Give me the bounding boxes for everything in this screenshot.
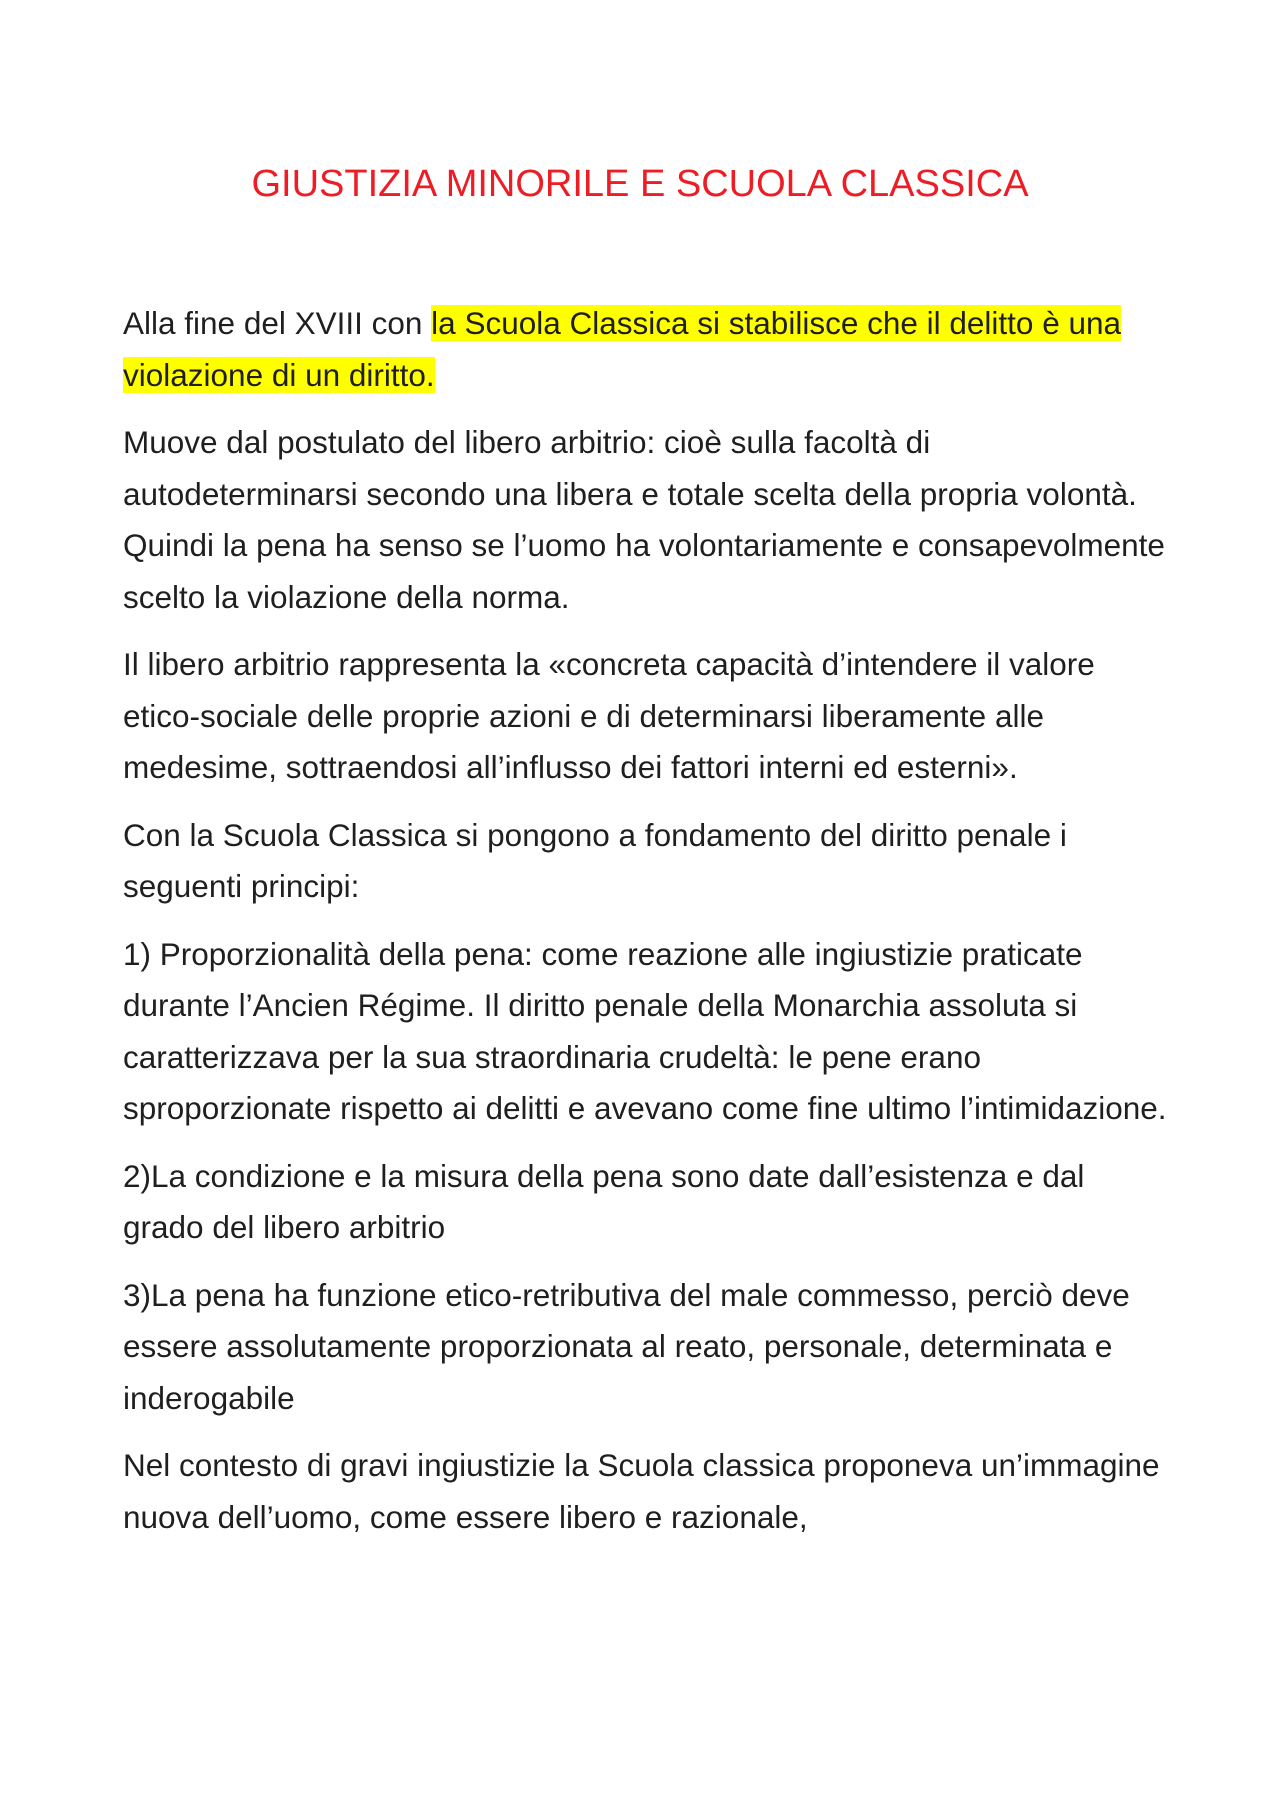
highlighted-text: la Scuola Classica si stabilisce che il delitto è una violazione di un diritto. xyxy=(123,305,1122,393)
paragraph-intro xyxy=(123,298,1173,401)
paragraph-principio-3: 3)La pena ha funzione etico-retributiva del male commesso, perciò deve essere assolutamente proporzionata al reato, personale, determinata e inderogabile xyxy=(123,1276,1130,1416)
intro-plain-text: Alla fine del XVIII con xyxy=(123,305,432,341)
document-body xyxy=(123,298,1173,1559)
paragraph-libero-arbitrio: Muove dal postulato del libero arbitrio: cioè sulla facoltà di autodeterminarsi secondo una libera e totale scelta della propria volontà. Quindi la pena ha senso se l’uomo ha volontariamente e consapevolmente scelto la violazione della norma. xyxy=(123,424,1165,615)
paragraph-principio-1: 1) Proporzionalità della pena: come reazione alle ingiustizie praticate durante l’Ancien Régime. Il diritto penale della Monarchia assoluta si caratterizzava per la sua straordinaria crudeltà: le pene erano sproporzionate rispetto ai delitti e avevano come fine ultimo l’intimidazione. xyxy=(123,935,1167,1126)
page-title: GIUSTIZIA MINORILE E SCUOLA CLASSICA xyxy=(251,163,1029,205)
paragraph-principi: Con la Scuola Classica si pongono a fondamento del diritto penale i seguenti principi: xyxy=(123,816,1067,904)
paragraph-definizione: Il libero arbitrio rappresenta la «concreta capacità d’intendere il valore etico-sociale delle proprie azioni e di determinarsi liberamente alle medesime, sottraendosi all’influsso dei fattori interni ed esterni». xyxy=(123,646,1095,785)
paragraph-conclusione: Nel contesto di gravi ingiustizie la Scuola classica proponeva un’immagine nuova dell’uomo, come essere libero e razionale, xyxy=(123,1447,1160,1535)
paragraph-principio-2: 2)La condizione e la misura della pena sono date dall’esistenza e dal grado del libero arbitrio xyxy=(123,1157,1085,1245)
